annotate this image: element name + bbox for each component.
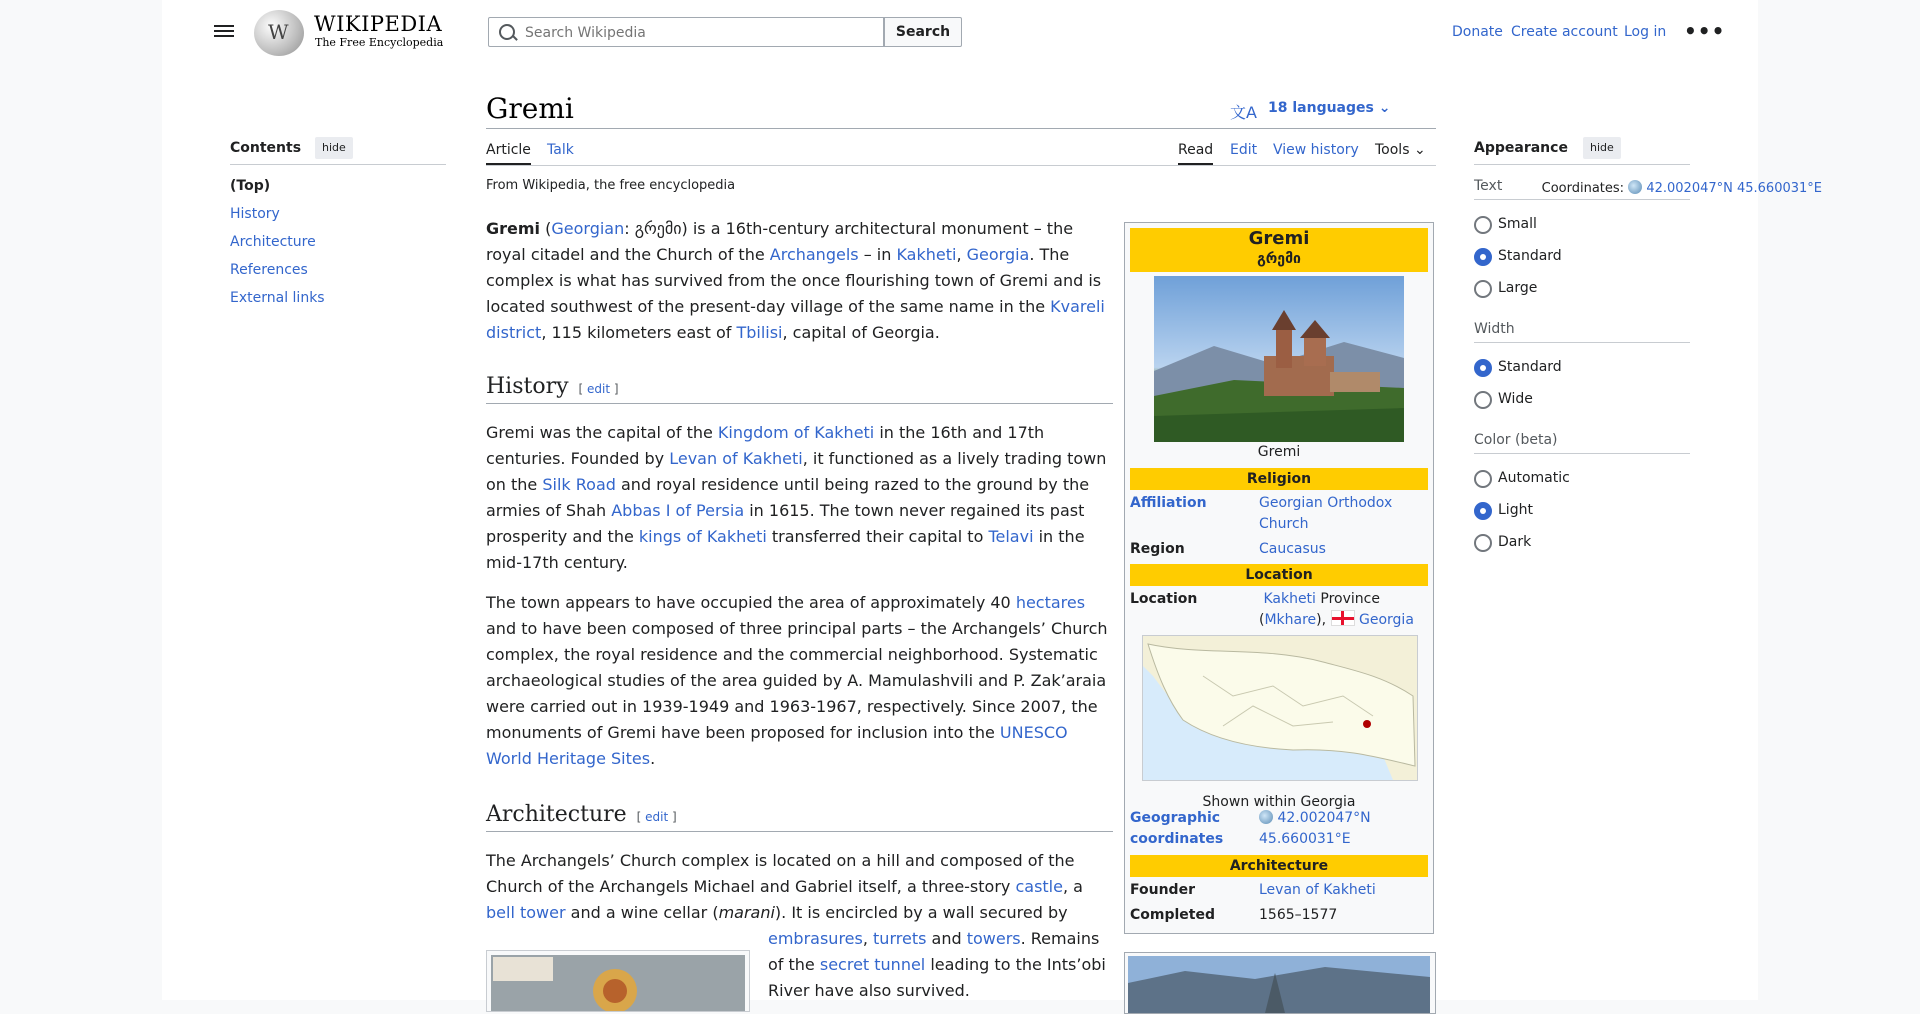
link-towers[interactable]: towers — [966, 929, 1021, 948]
search-icon — [499, 24, 515, 40]
link-turrets[interactable]: turrets — [873, 929, 927, 948]
edit-section-architecture[interactable]: [ edit ] — [636, 810, 677, 824]
georgia-location-map[interactable] — [1142, 635, 1418, 781]
globe-icon — [1628, 180, 1642, 194]
log-in-link[interactable]: Log in — [1624, 24, 1667, 40]
link-mkhare[interactable]: Mkhare — [1264, 612, 1317, 628]
radio-selected-icon — [1474, 502, 1492, 520]
chevron-down-icon: ⌄ — [1378, 100, 1391, 116]
radio-label: Small — [1498, 216, 1537, 232]
infobox-photo[interactable] — [1154, 276, 1404, 442]
infobox-header — [1130, 228, 1428, 272]
radio-icon — [1474, 216, 1492, 234]
radio-label: Large — [1498, 280, 1538, 296]
link-silk-road[interactable]: Silk Road — [542, 475, 616, 494]
radio-icon — [1474, 534, 1492, 552]
coordinates-label: Coordinates: — [1541, 181, 1625, 196]
language-icon[interactable]: 文A — [1230, 103, 1257, 122]
tab-view-history[interactable]: View history — [1273, 142, 1359, 158]
globe-icon — [1259, 810, 1273, 824]
location-province: Province — [1315, 591, 1380, 607]
color-label: Color (beta) — [1474, 432, 1558, 448]
geographic-coordinates-value[interactable] — [1259, 808, 1429, 850]
title-divider — [486, 128, 1436, 129]
completed-value: 1565–1577 — [1259, 907, 1338, 923]
radio-icon — [1474, 391, 1492, 409]
history-heading-text: History — [486, 374, 569, 399]
link-kings-of-kakheti[interactable]: kings of Kakheti — [638, 527, 767, 546]
link-telavi[interactable]: Telavi — [988, 527, 1034, 546]
region-label: Region — [1130, 541, 1185, 557]
toc-item-top[interactable]: (Top) — [230, 178, 271, 194]
link-secret-tunnel[interactable]: secret tunnel — [819, 955, 926, 974]
link-kakheti-location[interactable]: Kakheti — [1263, 591, 1316, 607]
search-input[interactable] — [523, 22, 867, 44]
fresco-thumbnail-image[interactable] — [486, 950, 750, 1012]
founder-value[interactable]: Levan of Kakheti — [1259, 882, 1376, 898]
link-unesco-world-heritage-sites[interactable]: UNESCO World Heritage Sites — [486, 723, 1068, 768]
gremi-photo-image — [1154, 276, 1404, 442]
tab-article[interactable]: Article — [486, 142, 531, 158]
architecture-header: Architecture — [1130, 855, 1428, 877]
photo-caption: Gremi — [1257, 444, 1301, 460]
link-georgia-location[interactable]: Georgia — [1359, 612, 1414, 628]
color-divider — [1474, 453, 1690, 454]
coordinates[interactable] — [1542, 180, 1822, 196]
location-header: Location — [1130, 564, 1428, 586]
toc-item-references[interactable]: References — [230, 262, 308, 278]
lead-paragraph: Gremi (Georgian: გრემი) is a 16th-century architectural monument – the royal citadel and the Church of the Archangels – in Kakheti, Georgia. The complex is what has survived from the once flourishing town of Gremi and is located southwest of the present-day village of the same name in the Kvareli district, 115 kilometers east of Tbilisi, capital of Georgia. — [486, 219, 1105, 342]
site-subtitle: From Wikipedia, the free encyclopedia — [486, 178, 736, 193]
history-paragraph-2: The town appears to have occupied the area of approximately 40 hectares and to have been composed of three principal parts – the Archangels’ Church complex, the royal residence and the commercial neighborhood. Systematic archaeological studies of the area guided by A. Mamulashvili and P. Zak’araia were carried out in 1939-1949 and 1963-1967, respectively. Since 2007, the monuments of Gremi have been proposed for inclusion into the UNESCO World Heritage Sites. — [486, 593, 1108, 768]
completed-label: Completed — [1130, 907, 1216, 923]
search-box[interactable] — [488, 17, 884, 47]
tab-read[interactable]: Read — [1178, 142, 1214, 158]
affiliation-label[interactable]: Affiliation — [1130, 495, 1207, 511]
link-kvareli-district[interactable]: Kvareli district — [486, 297, 1105, 342]
edit-section-history[interactable]: [ edit ] — [578, 382, 619, 396]
radio-icon — [1474, 470, 1492, 488]
link-kingdom-of-kakheti[interactable]: Kingdom of Kakheti — [717, 423, 875, 442]
width-divider — [1474, 342, 1690, 343]
languages-button[interactable] — [1268, 100, 1390, 116]
map-caption: Shown within Georgia — [1202, 794, 1356, 810]
toc-item-history[interactable]: History — [230, 206, 280, 222]
church-image — [1125, 953, 1435, 1013]
radio-label: Standard — [1498, 248, 1562, 264]
founder-label: Founder — [1130, 882, 1195, 898]
page-title: Gremi — [486, 92, 574, 125]
wikipedia-globe-logo[interactable] — [254, 10, 304, 56]
toc-hide-button[interactable]: hide — [315, 137, 353, 159]
link-abbas-i-of-persia[interactable]: Abbas I of Persia — [611, 501, 745, 520]
create-account-link[interactable]: Create account — [1511, 24, 1618, 40]
more-options-icon[interactable]: ••• — [1684, 19, 1726, 43]
text-size-label: Text — [1474, 178, 1503, 194]
link-georgian[interactable]: Georgian — [551, 219, 625, 238]
region-value[interactable]: Caucasus — [1259, 541, 1326, 557]
toc-item-external-links[interactable]: External links — [230, 290, 325, 306]
page — [162, 0, 1822, 1000]
history-paragraph-1: Gremi was the capital of the Kingdom of Kakheti in the 16th and 17th centuries. Founded by Levan of Kakheti, it functioned as a lively trading town on the Silk Road and royal residence until being razed to the ground by the armies of Shah Abbas I of Persia in 1615. The town never regained its past prosperity and the kings of Kakheti transferred their capital to Telavi in the mid-17th century. — [486, 423, 1107, 572]
infobox-native-name: გრემი — [1257, 251, 1301, 267]
chevron-down-icon: ⌄ — [1413, 142, 1426, 158]
radio-selected-icon — [1474, 248, 1492, 266]
link-hectares[interactable]: hectares — [1015, 593, 1086, 612]
donate-link[interactable]: Donate — [1452, 24, 1503, 40]
tab-edit[interactable]: Edit — [1230, 142, 1258, 158]
link-archangels[interactable]: Archangels — [769, 245, 859, 264]
tools-label: Tools — [1375, 142, 1410, 158]
section-heading-history — [486, 374, 1113, 404]
main-menu-icon[interactable] — [214, 22, 234, 42]
link-kakheti[interactable]: Kakheti — [896, 245, 957, 264]
radio-label: Light — [1498, 502, 1533, 518]
link-castle[interactable]: castle — [1015, 877, 1063, 896]
infobox — [1124, 222, 1434, 934]
toc-title: Contents — [230, 140, 302, 156]
church-thumbnail-image[interactable] — [1124, 952, 1436, 1014]
section-heading-architecture — [486, 802, 1113, 832]
appearance-hide-button[interactable]: hide — [1583, 137, 1621, 159]
wikipedia-wordmark[interactable]: WIKIPEDIA — [314, 12, 443, 36]
languages-label: 18 languages — [1268, 100, 1374, 116]
search-button[interactable]: Search — [884, 17, 962, 47]
radio-icon — [1474, 280, 1492, 298]
coordinates-value[interactable]: 42.002047°N 45.660031°E — [1646, 181, 1822, 196]
radio-selected-icon — [1474, 359, 1492, 377]
toc-item-architecture[interactable]: Architecture — [230, 234, 316, 250]
link-georgia[interactable]: Georgia — [966, 245, 1030, 264]
radio-label: Automatic — [1498, 470, 1570, 486]
appearance-divider — [1474, 164, 1690, 165]
architecture-paragraph-cont: embrasures, turrets and towers. Remains of the secret tunnel leading to the Ints’obi River have also survived. — [768, 929, 1106, 1000]
geo-coordinates-text[interactable]: 42.002047°N 45.660031°E — [1259, 810, 1371, 847]
religion-header: Religion — [1130, 468, 1428, 490]
fresco-image — [487, 951, 749, 1011]
tabs-divider — [486, 165, 1436, 166]
link-tbilisi[interactable]: Tbilisi — [736, 323, 783, 342]
width-label: Width — [1474, 321, 1515, 337]
link-bell-tower[interactable]: bell tower — [486, 903, 566, 922]
radio-label: Dark — [1498, 534, 1532, 550]
georgia-map-image — [1143, 636, 1417, 780]
tools-menu[interactable] — [1375, 142, 1426, 158]
location-value: Kakheti Province (Mkhare), Georgia — [1259, 591, 1414, 628]
edit-link[interactable]: edit — [645, 810, 669, 824]
link-embrasures[interactable]: embrasures — [768, 929, 863, 948]
georgia-flag-icon — [1331, 610, 1355, 626]
edit-link[interactable]: edit — [587, 382, 611, 396]
geographic-coordinates-label[interactable]: Geographic coordinates — [1130, 810, 1224, 847]
appearance-title: Appearance — [1474, 140, 1568, 156]
location-label: Location — [1130, 591, 1198, 607]
architecture-paragraph: The Archangels’ Church complex is located on a hill and composed of the Church of the Archangels Michael and Gabriel itself, a three-story castle, a bell tower and a wine cellar (marani). It is encircled by a wall secured by — [486, 851, 1083, 922]
toc-divider — [230, 164, 446, 165]
affiliation-value[interactable]: Georgian Orthodox Church — [1259, 495, 1393, 532]
wikipedia-tagline: The Free Encyclopedia — [315, 36, 444, 49]
tab-talk[interactable]: Talk — [547, 142, 574, 158]
text-size-divider — [1474, 199, 1690, 200]
architecture-heading-text: Architecture — [486, 802, 627, 827]
infobox-title: Gremi — [1248, 228, 1310, 249]
link-levan-of-kakheti[interactable]: Levan of Kakheti — [669, 449, 803, 468]
radio-label: Wide — [1498, 391, 1533, 407]
radio-label: Standard — [1498, 359, 1562, 375]
